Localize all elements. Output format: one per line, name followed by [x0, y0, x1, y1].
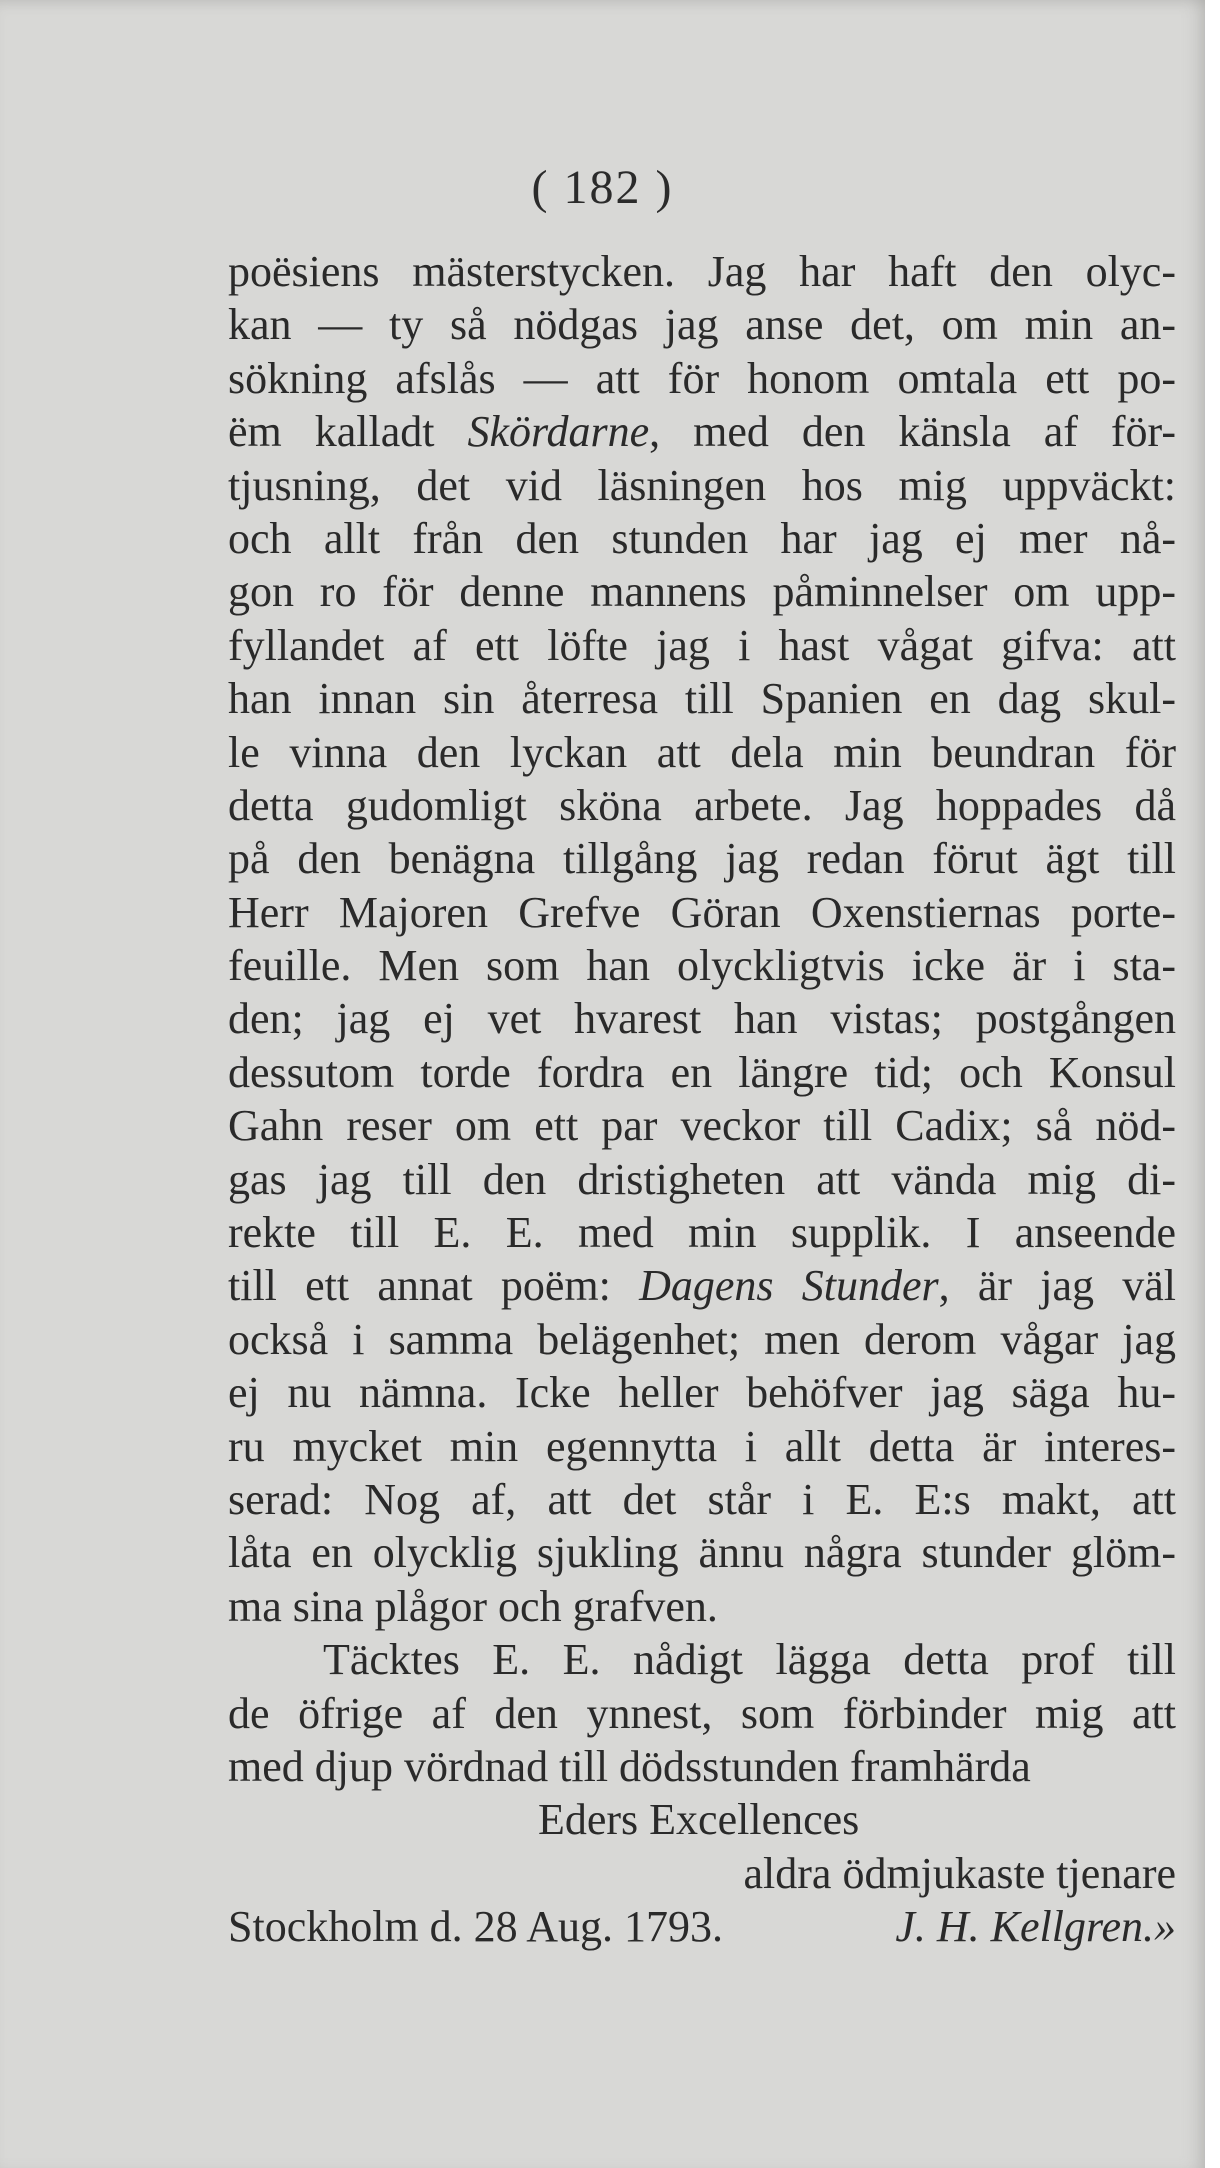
text-line: ru mycket min egennytta i allt detta är interes-: [228, 1421, 1176, 1471]
text-line: ëm kalladt Skördarne, med den känsla af för-: [228, 407, 1176, 457]
italic-title: Dagens Stunder: [639, 1261, 939, 1311]
page-number: ( 182 ): [531, 161, 674, 214]
text-line: gas jag till den dristigheten att vända mig di-: [228, 1154, 1176, 1204]
text-line: med djup vördnad till dödsstunden framhärda: [228, 1741, 1031, 1791]
text-line: på den benägna tillgång jag redan förut ägt till: [228, 834, 1176, 884]
page-edge: [1205, 0, 1220, 2168]
place-date: Stockholm d. 28 Aug. 1793.: [228, 1902, 724, 1952]
text-line: detta gudomligt sköna arbete. Jag hoppades då: [228, 780, 1176, 830]
text-line: låta en olycklig sjukling ännu några stunder glöm-: [228, 1528, 1176, 1578]
closing-salutation: Eders Excellences: [538, 1795, 860, 1845]
text-line: ej nu nämna. Icke heller behöfver jag säga hu-: [228, 1368, 1176, 1418]
text-line: le vinna den lyckan att dela min beundran för: [228, 727, 1176, 777]
body-text: [228, 245, 1176, 1954]
text-line: serad: Nog af, att det står i E. E:s makt, att: [228, 1474, 1176, 1524]
text-line: de öfrige af den ynnest, som förbinder mig att: [228, 1688, 1176, 1738]
text-line: Täcktes E. E. nådigt lägga detta prof till: [323, 1635, 1176, 1685]
text-line: också i samma belägenhet; men derom vågar jag: [228, 1314, 1176, 1364]
text-line: tjusning, det vid läsningen hos mig uppväckt:: [228, 460, 1176, 510]
text-line: rekte till E. E. med min supplik. I anseende: [228, 1208, 1176, 1258]
text-line: till ett annat poëm: Dagens Stunder, är jag väl: [228, 1261, 1176, 1311]
text-line: och allt från den stunden har jag ej mer nå-: [228, 513, 1176, 563]
text-line: ma sina plågor och grafven.: [228, 1581, 718, 1631]
italic-title: Skördarne: [467, 407, 650, 457]
text-line: Gahn reser om ett par veckor till Cadix; så nöd-: [228, 1101, 1176, 1151]
signature: J. H. Kellgren.»: [895, 1902, 1176, 1952]
signoff-line: aldra ödmjukaste tjenare: [743, 1848, 1176, 1898]
text-line: gon ro för denne mannens påminnelser om upp-: [228, 567, 1176, 617]
text-line: han innan sin återresa till Spanien en dag skul-: [228, 674, 1176, 724]
text-line: den; jag ej vet hvarest han vistas; postgången: [228, 994, 1176, 1044]
text-line: poësiens mästerstycken. Jag har haft den olyc-: [228, 247, 1176, 296]
text-line: feuille. Men som han olyckligtvis icke är i sta-: [228, 941, 1176, 991]
text-line: sökning afslås — att för honom omtala ett po-: [228, 353, 1176, 403]
text-line: fyllandet af ett löfte jag i hast vågat gifva: att: [228, 620, 1176, 670]
text-line: kan — ty så nödgas jag anse det, om min an-: [228, 300, 1176, 350]
signature-line: [228, 1900, 1176, 1953]
text-line: dessutom torde fordra en längre tid; och Konsul: [228, 1047, 1176, 1097]
text-line: Herr Majoren Grefve Göran Oxenstiernas porte-: [228, 887, 1176, 937]
